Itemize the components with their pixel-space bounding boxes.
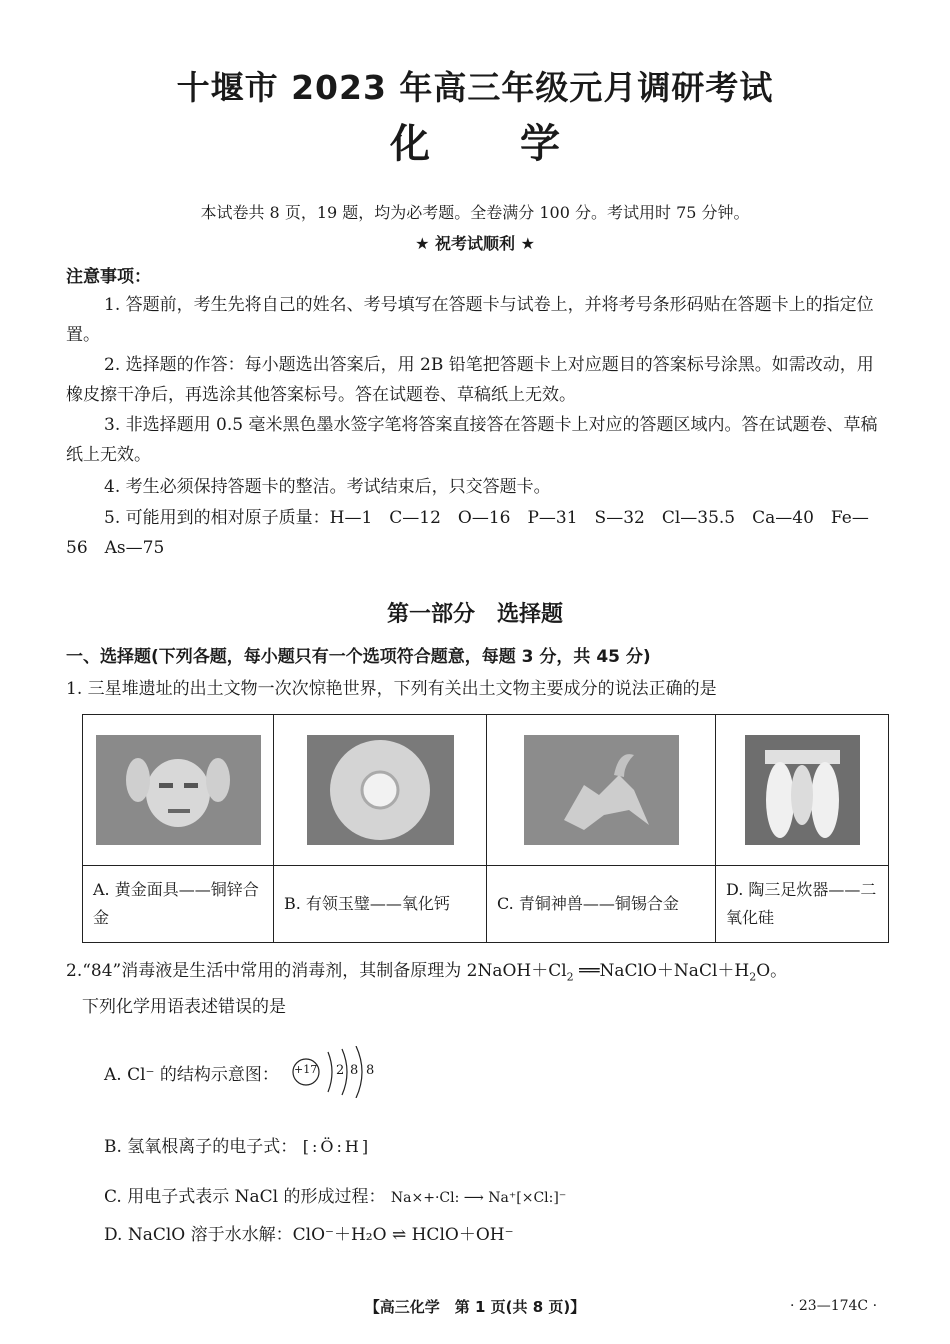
question-2-stem-line-1 <box>66 956 787 992</box>
hydroxide-electron-formula: [:Ö:H] <box>302 1137 372 1156</box>
q2-option-b-text: B. 氢氧根离子的电子式： <box>104 1137 298 1157</box>
pottery-tripod-photo <box>745 735 860 845</box>
shell-3-count: 8 <box>366 1063 375 1078</box>
q2-stem-sub-1: 2 <box>566 970 574 984</box>
page-footer: 【高三化学 第 1 页(共 8 页)】 <box>364 1298 586 1316</box>
artifact-photo-cell-a <box>83 715 274 866</box>
q2-option-c-text: C. 用电子式表示 NaCl 的形成过程： <box>104 1187 386 1207</box>
notice-item-2: 2. 选择题的作答：每小题选出答案后，用 2B 铅笔把答题卡上对应题目的答案标号涂黑。如需改动，用橡皮擦干净后，再选涂其他答案标号。答在试题卷、草稿纸上无效。 <box>66 355 874 405</box>
paper-code: · 23—174C · <box>790 1298 878 1314</box>
shell-1-count: 2 <box>336 1063 345 1078</box>
q2-option-a-text: A. Cl⁻ 的结构示意图： <box>104 1065 279 1085</box>
notice-item-1: 1. 答题前，考生先将自己的姓名、考号填写在答题卡与试卷上，并将考号条形码贴在答题卡上的指定位置。 <box>66 295 874 345</box>
artifact-photo-cell-c <box>487 715 716 866</box>
gold-mask-photo <box>96 735 261 845</box>
shell-2-count: 8 <box>350 1063 359 1078</box>
q2-option-d: D. NaClO 溶于水水解：ClO⁻＋H₂O ⇌ HClO＋OH⁻ <box>104 1225 514 1245</box>
good-luck-line: ★ 祝考试顺利 ★ <box>415 234 535 253</box>
notice-item-4: 4. 考生必须保持答题卡的整洁。考试结束后，只交答题卡。 <box>104 477 551 497</box>
option-a-caption: A. 黄金面具——铜锌合金 <box>83 866 274 943</box>
cl-ion-structure-diagram <box>290 1046 390 1102</box>
exam-title: 十堰市 2023 年高三年级元月调研考试 <box>176 68 774 107</box>
q2-stem-part-3: O。 <box>756 961 788 981</box>
option-d-caption: D. 陶三足炊器——二氧化硅 <box>716 866 889 943</box>
notice-item-5: 5. 可能用到的相对原子质量：H—1 C—12 O—16 P—31 S—32 Cl—35.5 Ca—40 Fe—56 As—75 <box>66 508 869 558</box>
q2-stem-part-2: ══NaClO＋NaCl＋H <box>573 961 750 981</box>
artifact-photo-cell-b <box>274 715 487 866</box>
q2-option-b <box>104 1132 371 1157</box>
notice-heading: 注意事项： <box>66 267 151 287</box>
artifact-photo-cell-d <box>716 715 889 866</box>
option-b-caption: B. 有领玉璧——氧化钙 <box>274 866 487 943</box>
nucleus-charge: +17 <box>294 1063 318 1076</box>
nacl-formation-formula: Na×+·Cl: ⟶ Na⁺[×Cl:]⁻ <box>390 1190 567 1206</box>
option-c-caption: C. 青铜神兽——铜锡合金 <box>487 866 716 943</box>
question-1-stem: 1. 三星堆遗址的出土文物一次次惊艳世界，下列有关出土文物主要成分的说法正确的是 <box>66 679 717 699</box>
question-2-stem-line-2: 下列化学用语表述错误的是 <box>82 997 286 1017</box>
section-heading: 一、选择题(下列各题，每小题只有一个选项符合题意，每题 3 分，共 45 分) <box>66 647 651 667</box>
artifact-table <box>82 714 889 943</box>
part-one-heading: 第一部分 选择题 <box>386 602 563 627</box>
q2-stem-sub-2: 2 <box>749 970 757 984</box>
jade-disc-photo <box>307 735 454 845</box>
q2-stem-part-1: 2.“84”消毒液是生活中常用的消毒剂，其制备原理为 2NaOH＋Cl <box>66 961 567 981</box>
q2-option-a <box>104 1060 279 1085</box>
exam-subject: 化学 <box>390 121 650 167</box>
exam-intro: 本试卷共 8 页，19 题，均为必考题。全卷满分 100 分。考试用时 75 分钟。 <box>200 203 750 222</box>
bronze-beast-photo <box>524 735 679 845</box>
q2-option-c <box>104 1182 566 1207</box>
notice-item-3: 3. 非选择题用 0.5 毫米黑色墨水签字笔将答案直接答在答题卡上对应的答题区域内。答在试题卷、草稿纸上无效。 <box>66 415 878 465</box>
